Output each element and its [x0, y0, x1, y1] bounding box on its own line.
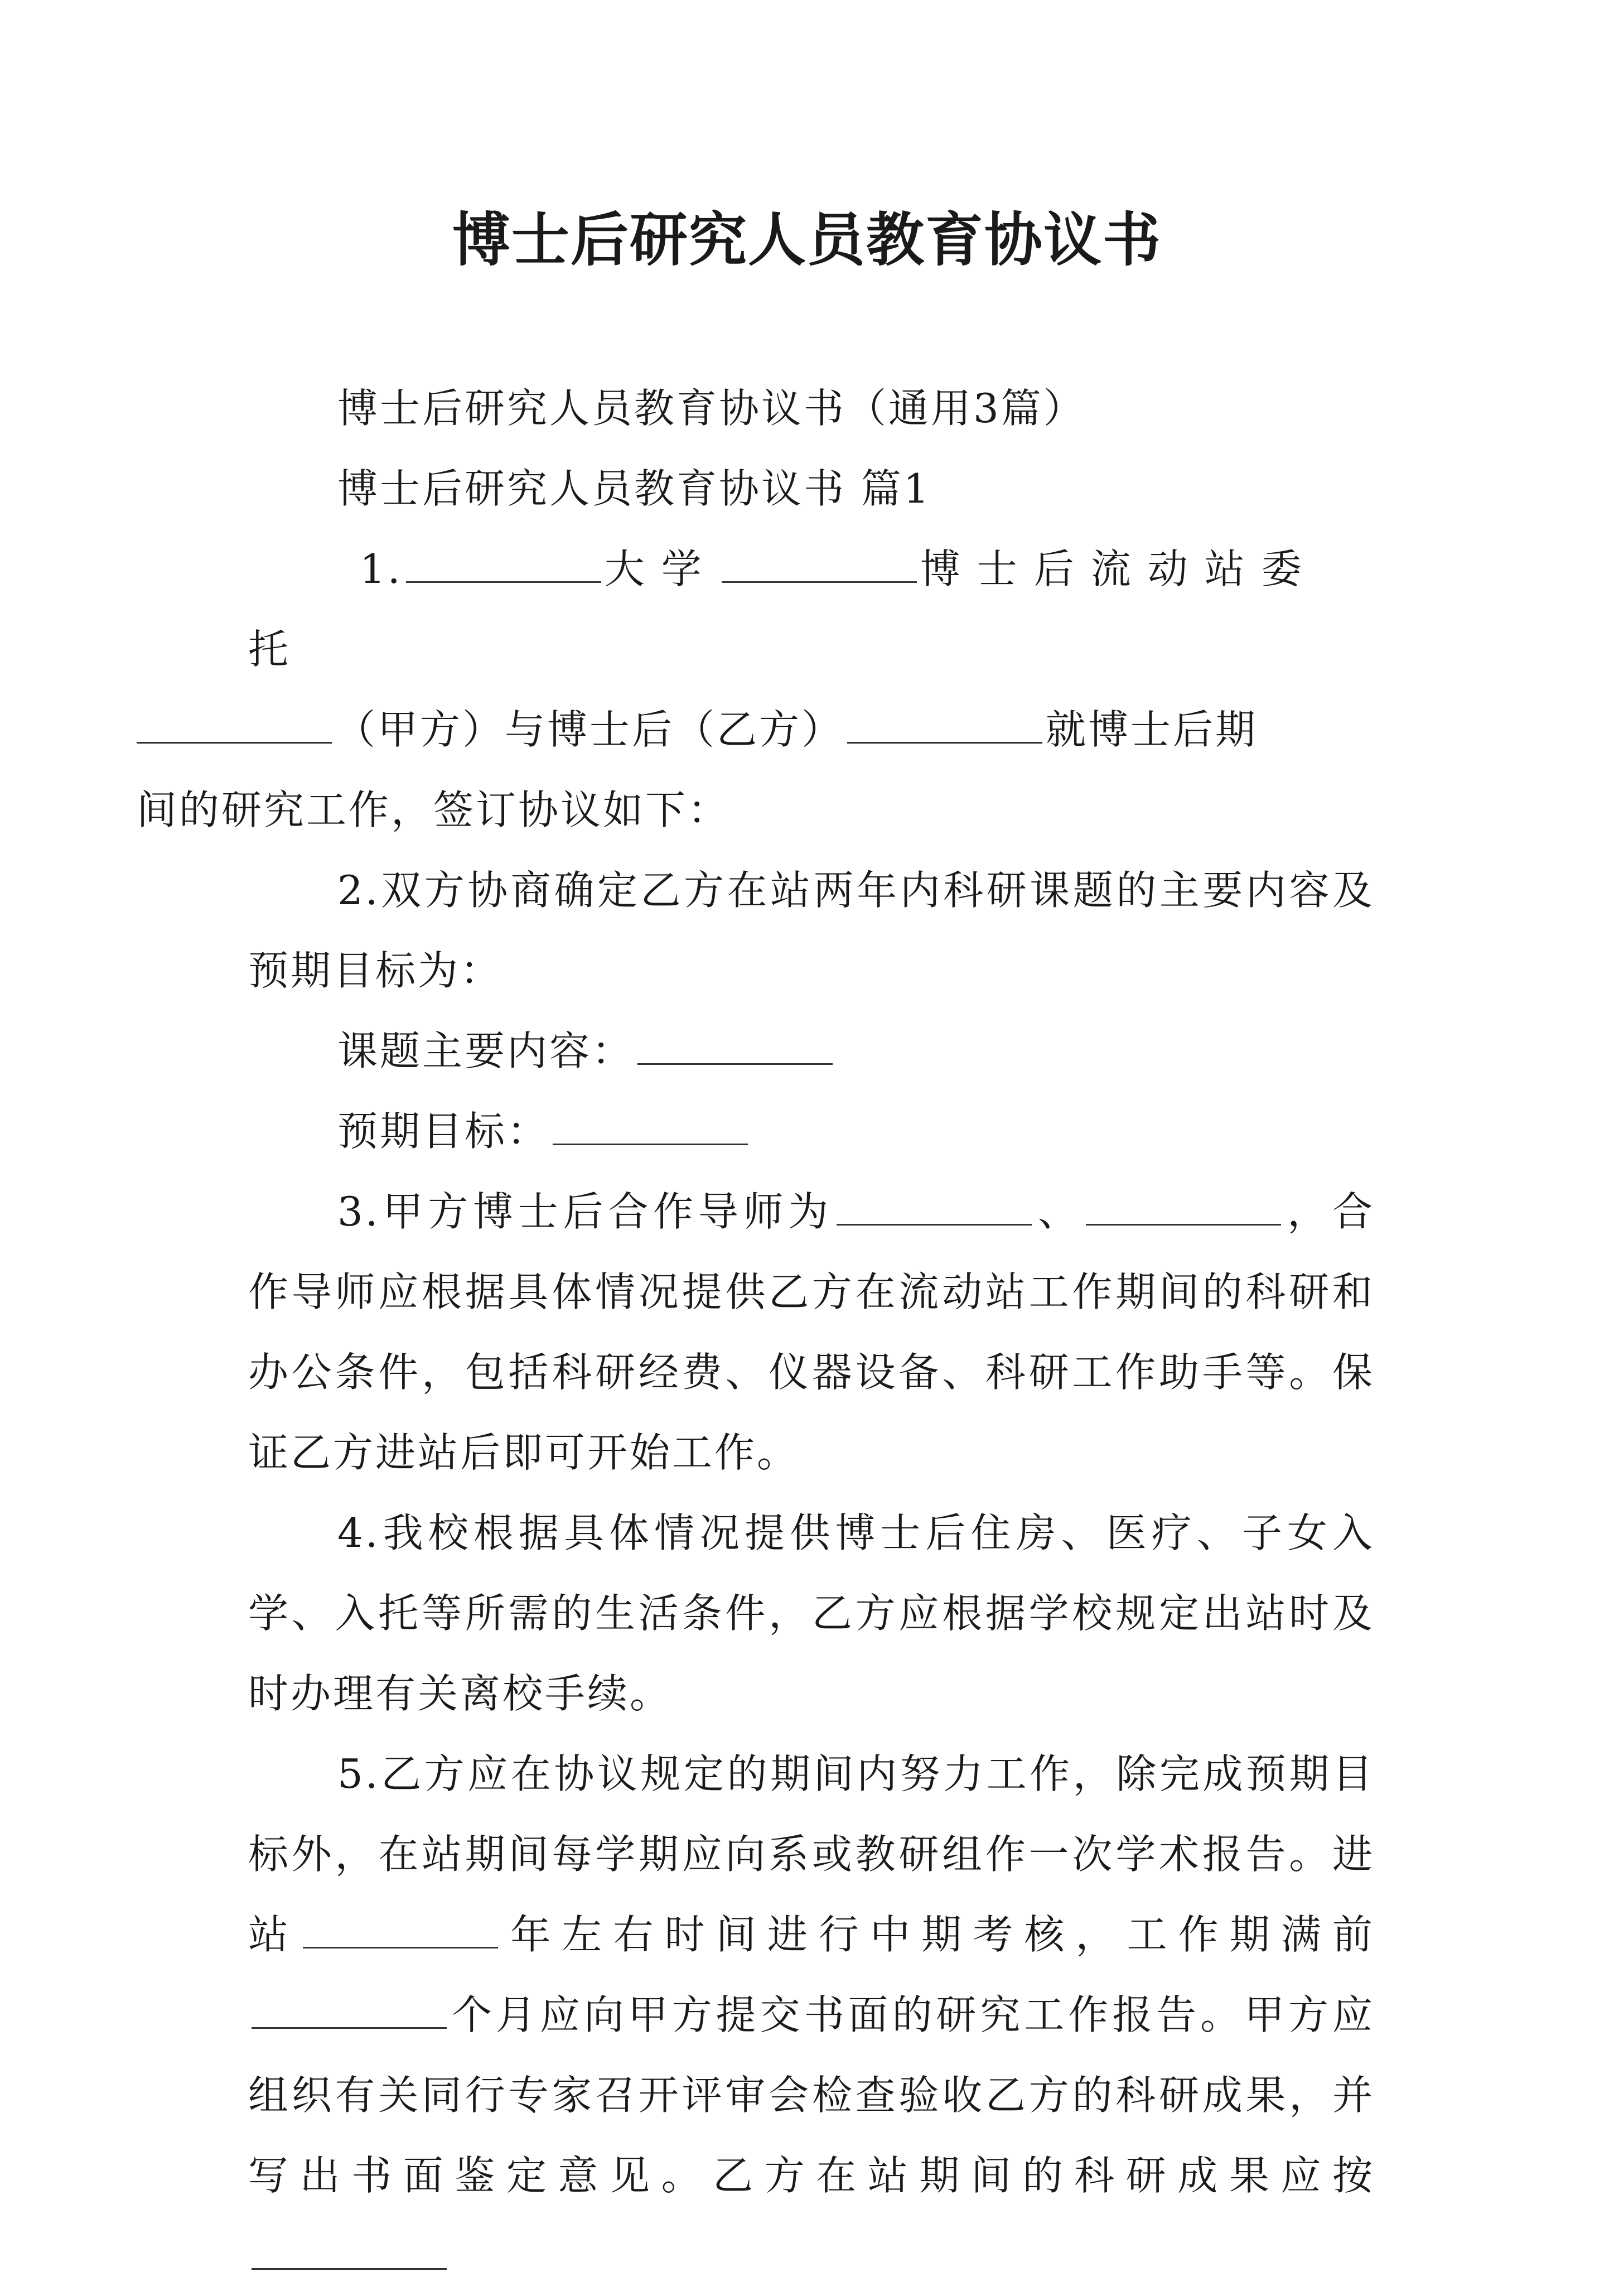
- document-body: [137, 368, 1375, 2296]
- expected-goal-line: [248, 1091, 1375, 1171]
- paragraph-5: [248, 1734, 1375, 2296]
- fill-blank[interactable]: [553, 1103, 748, 1145]
- fill-blank[interactable]: [252, 2228, 447, 2270]
- paragraph-1-number: 1.: [360, 546, 403, 592]
- paragraph-1-university: 大学: [604, 546, 718, 592]
- paragraph-4: 4.我校根据具体情况提供博士后住房、医疗、子女入学、入托等所需的生活条件，乙方应根据学校规定出站时及时办理有关离校手续。: [248, 1509, 1375, 1717]
- paragraph-2: 2.双方协商确定乙方在站两年内科研课题的主要内容及预期目标为：: [248, 867, 1375, 994]
- paragraph-5-start: 5.乙方应在协议规定的期间内努力工作，除完成预期目标外，在站期间每学期应向系或教研组作一次学术报告。进站: [248, 1750, 1375, 1958]
- paragraph-3-start: 3.甲方博士后合作导师为: [337, 1188, 833, 1235]
- fill-blank[interactable]: [722, 541, 917, 583]
- topic-content-label: 课题主要内容：: [337, 1028, 635, 1074]
- fill-blank[interactable]: [1086, 1184, 1281, 1226]
- document-title: 博士后研究人员教育协议书: [452, 205, 1162, 274]
- fill-blank[interactable]: [637, 1023, 833, 1065]
- fill-blank[interactable]: [406, 541, 601, 583]
- paragraph-1-station: 博士后流动站委托: [248, 546, 1318, 673]
- paragraph-5-mid: 年左右时间进行中期考核，工作期满前: [501, 1911, 1375, 1958]
- paragraph-5-rest: 个月应向甲方提交书面的研究工作报告。甲方应组织有关同行专家召开评审会检查验收乙方的科研成果，并写出书面鉴定意见。乙方在站期间的科研成果应按: [248, 1991, 1375, 2199]
- fill-blank[interactable]: [837, 1184, 1032, 1226]
- fill-blank[interactable]: [303, 1907, 498, 1948]
- paragraph-1: [137, 529, 1375, 850]
- fill-blank[interactable]: [137, 702, 332, 744]
- expected-goal-label: 预期目标：: [337, 1108, 550, 1155]
- topic-content-line: [248, 1011, 1375, 1091]
- paragraph-1-period: 就博士后期: [1046, 706, 1258, 753]
- paragraph-1-tail: 间的研究工作，签订协议如下：: [137, 787, 731, 833]
- paragraph-1-parties: （甲方）与博士后（乙方）: [335, 706, 844, 753]
- section-heading: 博士后研究人员教育协议书 篇1: [337, 465, 931, 512]
- fill-blank[interactable]: [252, 1987, 447, 2029]
- paragraph-3: [248, 1171, 1375, 1493]
- document-subtitle: 博士后研究人员教育协议书（通用3篇）: [337, 385, 1086, 432]
- paragraph-3-sep: 、: [1035, 1188, 1083, 1235]
- paragraph-3-rest: ，合作导师应根据具体情况提供乙方在流动站工作期间的科研和办公条件，包括科研经费、仪器设备、科研工作助手等。保证乙方进站后即可开始工作。: [248, 1188, 1375, 1476]
- fill-blank[interactable]: [847, 702, 1042, 744]
